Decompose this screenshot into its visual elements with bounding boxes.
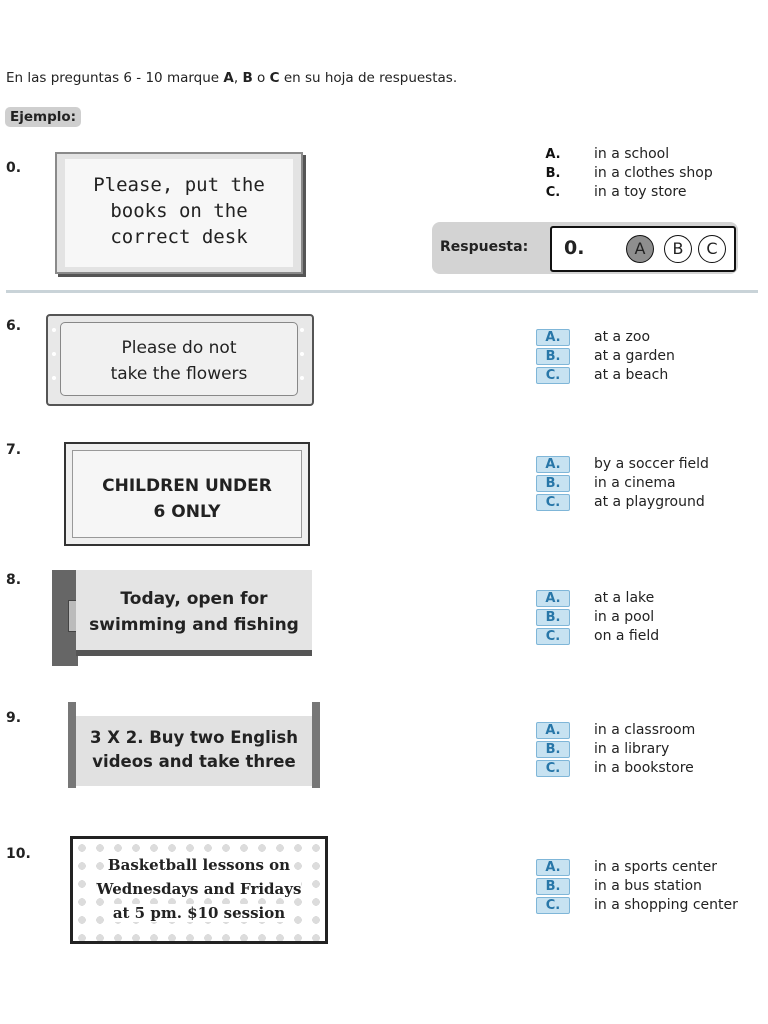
sign-rivet: [52, 376, 56, 380]
option-letter: A.: [536, 859, 570, 876]
q9-option-b[interactable]: [536, 741, 766, 760]
example-option-b: [536, 165, 766, 184]
sign-rivet: [300, 376, 304, 380]
option-text: on a field: [594, 628, 660, 644]
q8-option-c[interactable]: [536, 628, 766, 647]
q6-option-c[interactable]: [536, 367, 766, 386]
q6-option-b[interactable]: [536, 348, 766, 367]
option-text: at a lake: [594, 590, 655, 606]
q8-option-b[interactable]: [536, 609, 766, 628]
question-number: 8.: [6, 572, 22, 588]
option-letter: A.: [545, 147, 561, 162]
instructions-o: o: [257, 70, 266, 86]
example-sign-text: [57, 172, 301, 250]
sign-line: correct desk: [110, 226, 248, 248]
option-text: in a classroom: [594, 722, 696, 738]
sign-text: [76, 726, 312, 774]
sign-panel: [72, 450, 302, 538]
option-letter: A.: [536, 722, 570, 739]
option-letter: B.: [536, 741, 570, 758]
q7-option-a[interactable]: [536, 456, 766, 475]
instructions-b: B: [242, 70, 253, 86]
answer-panel: [432, 222, 738, 274]
option-letter: A.: [536, 329, 570, 346]
sign-panel: [60, 322, 298, 396]
question-number: 7.: [6, 442, 22, 458]
answer-choice-c[interactable]: C: [698, 235, 726, 263]
sign-panel: [76, 570, 312, 656]
option-text: in a shopping center: [594, 897, 738, 913]
option-letter: A.: [536, 590, 570, 607]
option-letter: C.: [536, 628, 570, 645]
sign-text: [76, 586, 312, 638]
question-number: 6.: [6, 318, 22, 334]
option-text: in a bookstore: [594, 760, 694, 776]
instructions-suffix: en su hoja de respuestas.: [283, 70, 458, 86]
sign-rivet: [52, 352, 56, 356]
instructions-c: C: [269, 70, 280, 86]
answer-box: [550, 226, 736, 272]
option-text: in a library: [594, 741, 670, 757]
sign-line: books on the: [110, 200, 248, 222]
q9-option-c[interactable]: [536, 760, 766, 779]
sign-text: [61, 335, 297, 387]
q6-option-a[interactable]: [536, 329, 766, 348]
q10-option-b[interactable]: [536, 878, 766, 897]
option-text: in a cinema: [594, 475, 676, 491]
q7-option-b[interactable]: [536, 475, 766, 494]
option-letter: B.: [545, 166, 561, 181]
sign-pole: [312, 702, 320, 788]
sign-line: Please, put the: [93, 174, 265, 196]
option-letter: B.: [536, 475, 570, 492]
option-text: at a playground: [594, 494, 705, 510]
answer-number: 0.: [564, 237, 585, 259]
sign-line: Basketball lessons on: [107, 856, 291, 874]
example-sign: [55, 152, 303, 274]
q8-option-a[interactable]: [536, 590, 766, 609]
answer-label: Respuesta:: [440, 239, 529, 255]
option-letter: C.: [536, 367, 570, 384]
answer-choice-b[interactable]: B: [664, 235, 692, 263]
example-label: Ejemplo:: [5, 107, 81, 127]
example-option-c: [536, 184, 766, 203]
sign-q10: [70, 836, 328, 944]
option-letter: A.: [536, 456, 570, 473]
answer-choice-a[interactable]: A: [626, 235, 654, 263]
sign-panel: [76, 716, 312, 786]
sign-rivet: [300, 328, 304, 332]
option-letter: C.: [536, 897, 570, 914]
option-letter: B.: [536, 348, 570, 365]
sign-q7: [64, 442, 310, 546]
instructions-a: A: [223, 70, 234, 86]
q10-option-a[interactable]: [536, 859, 766, 878]
option-letter: C.: [536, 760, 570, 777]
option-text: in a school: [594, 146, 670, 162]
sign-line: Please do not: [121, 338, 237, 358]
option-letter: B.: [536, 878, 570, 895]
option-letter: B.: [536, 609, 570, 626]
instructions-comma: ,: [233, 70, 239, 86]
sign-q8: [52, 570, 312, 666]
sign-line: at 5 pm. $10 session: [112, 904, 286, 922]
option-text: in a toy store: [594, 184, 687, 200]
sign-line: Today, open for: [120, 589, 268, 609]
option-text: at a beach: [594, 367, 669, 383]
option-letter: C.: [545, 185, 561, 200]
instructions-prefix: En las preguntas 6 - 10 marque: [6, 70, 220, 86]
option-text: by a soccer field: [594, 456, 709, 472]
sign-q9: [68, 702, 320, 788]
option-text: in a bus station: [594, 878, 702, 894]
sign-line: 6 ONLY: [153, 502, 221, 522]
sign-pole: [68, 702, 76, 788]
option-text: in a clothes shop: [594, 165, 713, 181]
sign-line: 3 X 2. Buy two English: [90, 728, 298, 747]
sign-q6: [46, 314, 314, 406]
sign-line: videos and take three: [92, 752, 296, 771]
example-number: 0.: [6, 160, 22, 176]
divider: [6, 290, 758, 293]
sign-line: Wednesdays and Fridays: [96, 880, 302, 898]
sign-rivet: [300, 352, 304, 356]
sign-rivet: [52, 328, 56, 332]
sign-text: [73, 853, 325, 925]
option-text: in a pool: [594, 609, 655, 625]
sign-text: [73, 473, 301, 525]
option-text: at a garden: [594, 348, 675, 364]
option-text: at a zoo: [594, 329, 651, 345]
q9-option-a[interactable]: [536, 722, 766, 741]
instructions: [6, 70, 457, 86]
option-text: in a sports center: [594, 859, 718, 875]
option-letter: C.: [536, 494, 570, 511]
question-number: 9.: [6, 710, 22, 726]
sign-line: take the flowers: [110, 364, 248, 384]
question-number: 10.: [6, 846, 31, 862]
q10-option-c[interactable]: [536, 897, 766, 916]
sign-line: swimming and fishing: [89, 615, 299, 635]
example-option-a: [536, 146, 766, 165]
q7-option-c[interactable]: [536, 494, 766, 513]
sign-line: CHILDREN UNDER: [102, 476, 272, 496]
